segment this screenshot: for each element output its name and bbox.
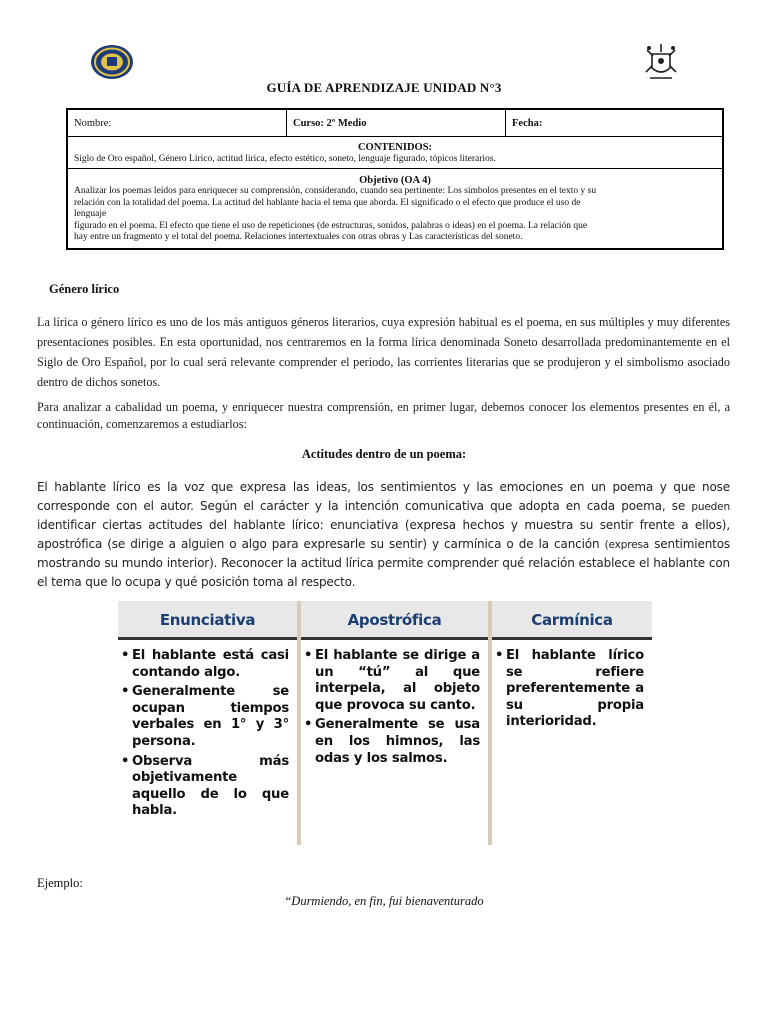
attitude-title: Apostrófica (301, 601, 488, 640)
objective-section (68, 169, 722, 248)
attitude-list (301, 648, 488, 767)
paragraph-text-small: (expresa (604, 538, 650, 551)
paragraph-intro: La lírica o género lírico es uno de los más antiguos géneros literarios, cuya expresión habitual es el poema, en sus múltiples y muy diferentes presentaciones posibles. En esta oportunidad, nos centraremos en la forma lírica denominada Soneto desarrollada predominantemente en el Siglo de Oro Español, por lo cual será relevante comprender el periodo, las corrientes literarias que se produjeron y el simbolismo asociado dentro de dichos sonetos. (37, 315, 730, 389)
info-table (66, 108, 724, 250)
paragraph-hablante-lirico (37, 478, 730, 591)
contents-heading: CONTENIDOS: (357, 142, 433, 153)
objective-text (74, 186, 716, 244)
attitude-item: • Generalmente se ocupan tiempos verbales en 1° y 3° persona. (118, 684, 289, 750)
objective-line: lenguaje (74, 209, 107, 220)
attitudes-diagram (118, 601, 652, 845)
objective-heading: Objetivo (OA 4) (359, 175, 431, 186)
page-title: GUÍA DE APRENDIZAJE UNIDAD N°3 (266, 80, 502, 95)
name-field-label: Nombre: (68, 110, 287, 136)
attitude-list (492, 648, 652, 731)
section-heading-actitudes: Actitudes dentro de un poema: (301, 447, 467, 461)
section-heading-genero-lirico: Género lírico (49, 282, 120, 296)
contents-text: Siglo de Oro español, Género Lírico, actitud lírica, efecto estético, soneto, lenguaje figurado, tópicos literarios. (74, 154, 496, 164)
objective-line: figurado en el poema. El efecto que tiene el uso de repeticiones (de estructuras, sonidos, palabras o ideas) en el poema. La relación que (74, 220, 588, 231)
course-label: Curso: 2º Medio (287, 110, 506, 136)
attitude-item: • Observa más objetivamente aquello de lo que habla. (118, 754, 289, 820)
coat-of-arms-icon (644, 42, 678, 82)
attitude-item: • Generalmente se usa en los himnos, las odas y los salmos. (301, 717, 480, 767)
paragraph-text-small: pueden (691, 500, 730, 513)
objective-line: relación con la totalidad del poema. La actitud del hablante hacia el tema que aborda. El significado o el efecto que produce el uso de (74, 197, 581, 208)
school-seal-icon (90, 44, 134, 80)
attitude-title: Enunciativa (118, 601, 297, 640)
attitude-item: • El hablante se dirige a un “tú” al que interpela, al objeto que provoca su canto. (301, 648, 480, 714)
paragraph-text: identificar ciertas actitudes del hablante lírico: enunciativa (expresa hechos y muestra su sentir frente a ellos), apostrófica (se dirige a alguien o algo para expresarle su sentir) y carmínica o de la canción (37, 518, 730, 551)
attitude-column-enunciativa (118, 601, 297, 845)
objective-line: Analizar los poemas leídos para enriquecer su comprensión, considerando, cuando sea pertinente: Los símbolos presentes en el texto y su (74, 186, 597, 196)
objective-line: hay entre un fragmento y el total del poema. Relaciones intertextuales con otras obras y Las características del soneto. (74, 232, 523, 243)
attitude-item: • El hablante está casi contando algo. (118, 648, 289, 681)
contents-section (68, 137, 722, 169)
attitude-item: • El hablante lírico se refiere preferentemente a su propia interioridad. (492, 648, 644, 731)
date-field-label: Fecha: (512, 118, 543, 129)
attitude-title: Carmínica (492, 601, 652, 640)
example-label: Ejemplo: (37, 876, 83, 890)
paragraph-text: El hablante lírico es la voz que expresa las ideas, los sentimientos y las emociones en un poema y que nose corresponde con el autor. Según el carácter y la intención comunicativa que adopta en cada poema, se (37, 480, 730, 513)
paragraph-text: sentimientos mostrando su mundo interior). Reconocer la actitud lírica permite comprender qué relación establece el hablante con el tema que lo ocupa y qué posición toma al respecto. (37, 536, 730, 589)
attitude-column-carminica (492, 601, 652, 845)
attitude-column-apostrofica (301, 601, 488, 845)
paragraph-analysis: Para analizar a cabalidad un poema, y enriquecer nuestra comprensión, en primer lugar, debemos conocer los elementos presentes en él, a continuación, comenzaremos a estudiarlos: (37, 400, 730, 431)
attitude-list (118, 648, 297, 820)
info-row-student (68, 110, 722, 137)
example-verse: “Durmiendo, en fin, fui bienaventurado (284, 894, 484, 908)
